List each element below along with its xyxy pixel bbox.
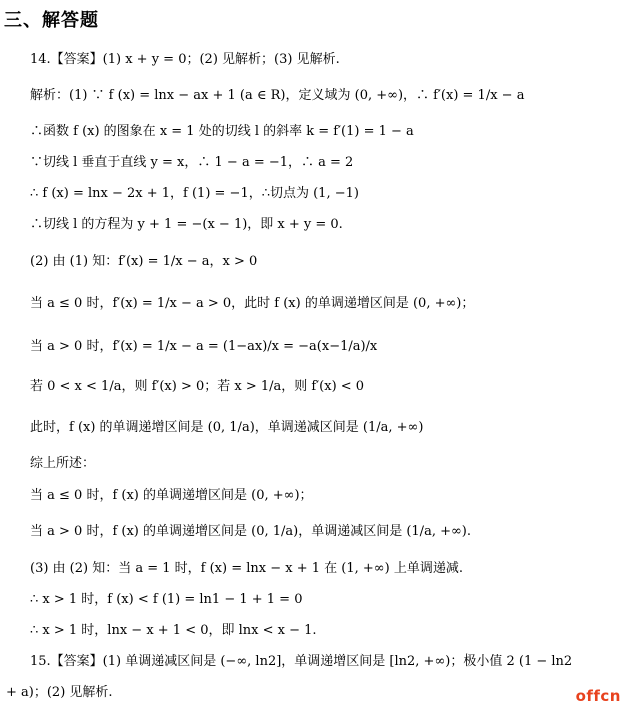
part2-line-2: 当 a ≤ 0 时，f′(x) = 1/x − a > 0，此时 f (x) 的单调递增区间是 (0, +∞)； [30,296,475,311]
part3-line-1: (3) 由 (2) 知：当 a = 1 时，f (x) = lnx − x + 1 在 (1, +∞) 上单调递减. [30,561,463,576]
part3-line-2: ∴ x > 1 时，f (x) < f (1) = ln1 − 1 + 1 = 0 [30,592,303,607]
summary-line-1: 当 a ≤ 0 时，f (x) 的单调递增区间是 (0, +∞)； [30,488,313,503]
solution-line-1: 解析：(1) ∵ f (x) = lnx − ax + 1 (a ∈ R)，定义域为 (0, +∞)，∴ f′(x) = 1/x − a [30,88,525,103]
answer-15-line-2: + a)；(2) 见解析. [6,685,113,700]
summary-line-2: 当 a > 0 时，f (x) 的单调递增区间是 (0, 1/a)，单调递减区间是 (1/a, +∞). [30,524,472,539]
answer-15-line-1: 15.【答案】(1) 单调递减区间是 (−∞, ln2]，单调递增区间是 [ln2, +∞)；极小值 2 (1 − ln2 [30,654,573,669]
solution-line-2: ∴函数 f (x) 的图象在 x = 1 处的切线 l 的斜率 k = f′(1) = 1 − a [30,124,414,139]
section-heading: 三、解答题 [4,10,99,31]
watermark-logo: offcn [575,687,621,705]
solution-line-3: ∵切线 l 垂直于直线 y = x，∴ 1 − a = −1，∴ a = 2 [30,155,354,170]
part2-line-1: (2) 由 (1) 知：f′(x) = 1/x − a，x > 0 [30,254,258,269]
solution-line-5: ∴切线 l 的方程为 y + 1 = −(x − 1)，即 x + y = 0. [30,217,343,232]
part2-line-4: 若 0 < x < 1/a，则 f′(x) > 0；若 x > 1/a，则 f′(x) < 0 [30,379,365,394]
solution-line-4: ∴ f (x) = lnx − 2x + 1，f (1) = −1，∴切点为 (1, −1) [30,186,359,201]
part2-line-5: 此时，f (x) 的单调递增区间是 (0, 1/a)，单调递减区间是 (1/a, +∞) [30,420,424,435]
part3-line-3: ∴ x > 1 时，lnx − x + 1 < 0，即 lnx < x − 1. [30,623,317,638]
summary-label: 综上所述： [30,456,96,471]
answer-14-line: 14.【答案】(1) x + y = 0；(2) 见解析；(3) 见解析. [30,52,340,67]
part2-line-3: 当 a > 0 时，f′(x) = 1/x − a = (1−ax)/x = −a(x−1/a)/x [30,339,378,354]
